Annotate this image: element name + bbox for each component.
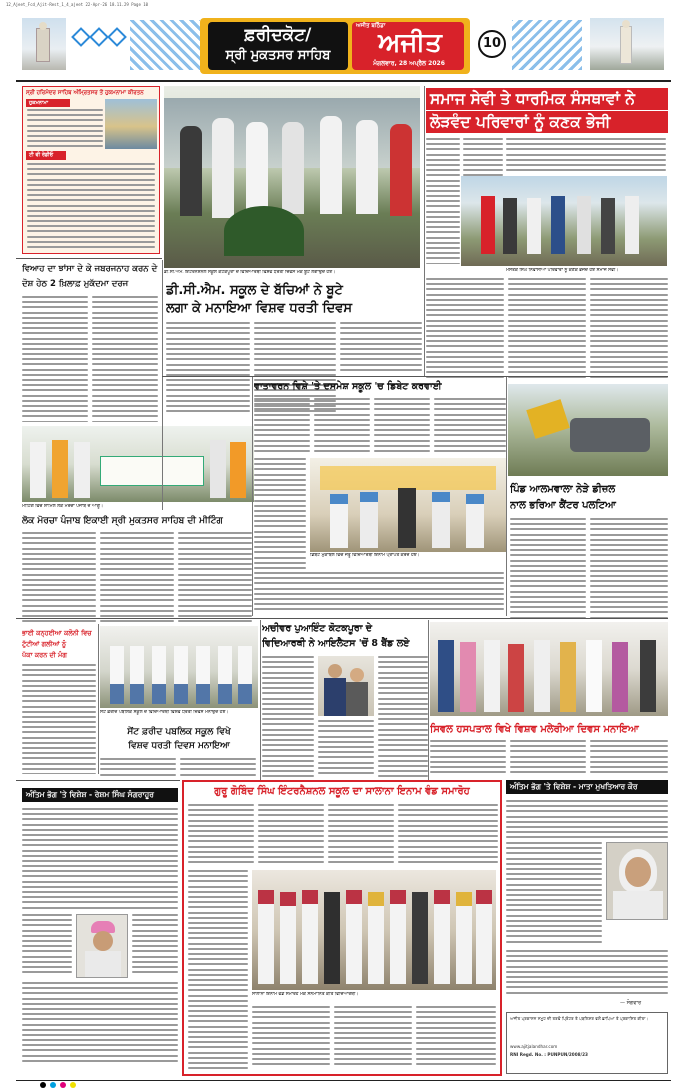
tv-label: ਟੀ ਵੀ ਰੇਡੀਓ (26, 151, 66, 160)
city-name: ਫ਼ਰੀਦਕੋਟ/ (244, 25, 312, 45)
headline-wheat-2: ਲੋੜਵੰਦ ਪਰਿਵਾਰਾਂ ਨੂੰ ਕਣਕ ਭੇਜੀ (426, 111, 668, 133)
file-info: 12_Ajeet_Fcd_Ajit-Rest_1_4_ajeet 22-Apr-26 18.11.29 Page 10 (6, 2, 149, 7)
imprint-box (506, 1012, 668, 1074)
headline-dcm: ਡੀ.ਸੀ.ਐਮ. ਸਕੂਲ ਦੇ ਬੱਚਿਆਂ ਨੇ ਬੂਟੇ (166, 283, 343, 298)
caption-wheat: ਮਸਤਕ ਸਿੰਘ ਨਿਵਾਸੀਆਂ ਪਰਿਵਾਰਾਂ ਨੂੰ ਕਣਕ ਭੇਜਦੇ ਹੋਏ ਸਮਾਜ ਸੇਵੀ। (506, 268, 619, 273)
headline-ielts: ਅਚੀਵਰ ਪੁਆਇੰਟ ਕੋਟਕਪੂਰਾ ਦੇ (262, 623, 373, 634)
issue-date: ਮੰਗਲਵਾਰ, 28 ਅਪ੍ਰੈਲ 2026 (373, 60, 445, 67)
headline-tanker-2: ਨਾਲ ਭਰਿਆ ਕੈਂਟਰ ਪਲਟਿਆ (510, 500, 616, 511)
headline-prize: ਗੁਰੂ ਗੋਬਿੰਦ ਸਿੰਘ ਇੰਟਰਨੈਸ਼ਨਲ ਸਕੂਲ ਦਾ ਸਾਲਾਨਾ ਇਨਾਮ ਵੰਡ ਸਮਾਰੋਹ (214, 786, 470, 797)
imprint-regd: RNI Regd. No. : PUNPUN/2008/23 (510, 1051, 588, 1057)
headline-wheat: ਸਮਾਜ ਸੇਵੀ ਤੇ ਧਾਰਮਿਕ ਸੰਸਥਾਵਾਂ ਨੇ (426, 88, 668, 110)
city-name-2: ਸ੍ਰੀ ਮੁਕਤਸਰ ਸਾਹਿਬ (225, 48, 331, 63)
dcm-students-photo (164, 86, 420, 268)
prize-students-photo (252, 870, 496, 990)
hukamnama-label: ਹੁਕਮਨਾਮਾ (26, 99, 70, 107)
headline-colony-2: ਟੁੱਟੀਆਂ ਗਲੀਆਂ ਨੂੰ (22, 640, 67, 648)
small-tag: ਅਜੀਤ ਬਠਿੰਡਾ (356, 23, 386, 29)
headline-st-farid-2: ਵਿਸ਼ਵ ਧਰਤੀ ਦਿਵਸ ਮਨਾਇਆ (128, 741, 230, 751)
obituary-signoff: — ਸੋਗਵਾਰ (620, 1000, 642, 1006)
masthead (0, 14, 687, 80)
malaria-day-photo (430, 622, 668, 716)
caption-dcm: ਡੀ.ਸੀ.ਐਮ. ਇੰਟਰਨੈਸ਼ਨਲ ਸਕੂਲ ਕੋਟਕਪੂਰਾ ਦੇ ਵਿਦਿਆਰਥੀ ਵਿਸ਼ਵ ਧਰਤੀ ਦਿਵਸ ਮੌਕੇ ਬੂਟੇ ਲਗਾਉਂਦੇ ਹੋਏ। (164, 270, 336, 275)
headline-colony: ਭਾਈ ਕਨ੍ਹਈਆ ਕਲੋਨੀ ਵਿਚ (22, 629, 92, 637)
caption-st-farid: ਸੇਂਟ ਫ਼ਰੀਦ ਪਬਲਿਕ ਸਕੂਲ ਦੇ ਵਿਦਿਆਰਥੀ ਵਿਸ਼ਵ ਧਰਤੀ ਦਿਵਸ ਮਨਾਉਂਦੇ ਹੋਏ। (100, 710, 229, 715)
headline-fraud-2: ਦੋਸ਼ ਹੇਠ 2 ਖ਼ਿਲਾਫ਼ ਮੁਕੱਦਮਾ ਦਰਜ (22, 279, 129, 289)
wheat-distribution-photo (461, 176, 667, 266)
golden-temple-photo (105, 99, 157, 149)
st-farid-students-photo (100, 626, 258, 708)
headline-debate: ਵਾਤਾਵਰਨ ਵਿਸ਼ੇ 'ਤੇ ਦਸਮੇਸ਼ ਸਕੂਲ 'ਚ ਡਿਬੇਟ ਕਰਵਾਈ (254, 381, 442, 392)
headline-obituary-1: ਅੰਤਿਮ ਭੋਗ 'ਤੇ ਵਿਸ਼ੇਸ਼ - ਰੇਸ਼ਮ ਸਿੰਘ ਸੰਗਰਾਹੂਰ (22, 788, 178, 802)
hukamnama-title: ਸ੍ਰੀ ਹਰਿਮੰਦਰ ਸਾਹਿਬ ਅੰਮ੍ਰਿਤਸਰ ਤੋਂ ਹੁਕਮਨਾਮਾ ਕੀਰਤਨ (26, 90, 144, 96)
ielts-student-photo (318, 656, 374, 716)
caption-debate: ਡਿਬੇਟ ਮੁਕਾਬਲੇ ਵਿਚ ਜੇਤੂ ਵਿਦਿਆਰਥੀ ਇਨਾਮ ਪ੍ਰਾਪਤ ਕਰਦੇ ਹੋਏ। (310, 553, 420, 558)
imprint-web: www.ajitjalandhar.com (510, 1044, 558, 1049)
caption-prize: ਸਾਲਾਨਾ ਇਨਾਮ ਵੰਡ ਸਮਾਰੋਹ ਮੌਕੇ ਸਨਮਾਨਿਤ ਕੀਤੇ ਵਿਦਿਆਰਥੀ। (252, 992, 359, 997)
imprint-text: ਅਜੀਤ ਪ੍ਰਕਾਸ਼ਨ ਸਮੂਹ ਦੀ ਤਰਫੋਂ ਪ੍ਰਿੰਟਰ ਤੇ ਪਬਲਿਸ਼ਰ ਵਲੋਂ ਛਾਪਿਆ ਤੇ ਪ੍ਰਕਾਸ਼ਿਤ ਕੀਤਾ। (510, 1016, 649, 1021)
headline-colony-3: ਪੱਕਾ ਕਰਨ ਦੀ ਮੰਗ (22, 651, 67, 659)
headline-obituary-2: ਅੰਤਿਮ ਭੋਗ 'ਤੇ ਵਿਸ਼ੇਸ਼ - ਮਾਤਾ ਮੁਖਤਿਆਰ ਕੌਰ (506, 780, 668, 794)
page-number: 10 (478, 30, 506, 58)
headline-ielts-2: ਵਿਦਿਆਰਥੀ ਨੇ ਆਇਲੈਟਸ 'ਚੋਂ 8 ਬੈਂਡ ਲਏ (262, 638, 410, 649)
masthead-left-photo (22, 18, 66, 70)
obituary-photo-1 (76, 914, 128, 978)
debate-winners-photo (310, 458, 506, 552)
headline-fraud: ਵਿਆਹ ਦਾ ਝਾਂਸਾ ਦੇ ਕੇ ਜਬਰਜਨਾਹ ਕਰਨ ਦੇ (22, 264, 158, 274)
headline-dcm-2: ਲਗਾ ਕੇ ਮਨਾਇਆ ਵਿਸ਼ਵ ਧਰਤੀ ਦਿਵਸ (166, 301, 353, 316)
section-banner (200, 18, 470, 74)
paper-name: ਅਜੀਤ (378, 28, 442, 58)
headline-malaria: ਸਿਵਲ ਹਸਪਤਾਲ ਵਿਖੇ ਵਿਸ਼ਵ ਮਲੇਰੀਆ ਦਿਵਸ ਮਨਾਇਆ (430, 724, 639, 735)
headline-tanker: ਪਿੰਡ ਆਲਮਵਾਲਾ ਨੇੜੇ ਡੀਜ਼ਲ (510, 484, 616, 495)
tanker-accident-photo (508, 384, 668, 476)
hukamnama-box (22, 86, 160, 254)
masthead-right-photo (590, 18, 664, 70)
obituary-photo-2 (606, 842, 668, 920)
caption-lok-morcha: ਮੀਟਿੰਗ ਵਿਚ ਸ਼ਾਮਿਲ ਲੋਕ ਮੋਰਚਾ ਪੰਜਾਬ ਦੇ ਆਗੂ। (22, 504, 103, 509)
headline-lok-morcha: ਲੋਕ ਮੋਰਚਾ ਪੰਜਾਬ ਇਕਾਈ ਸ੍ਰੀ ਮੁਕਤਸਰ ਸਾਹਿਬ ਦੀ ਮੀਟਿੰਗ (22, 516, 223, 526)
lok-morcha-photo (22, 426, 254, 502)
headline-st-farid: ਸੇਂਟ ਫ਼ਰੀਦ ਪਬਲਿਕ ਸਕੂਲ ਵਿਖੇ (127, 727, 231, 737)
